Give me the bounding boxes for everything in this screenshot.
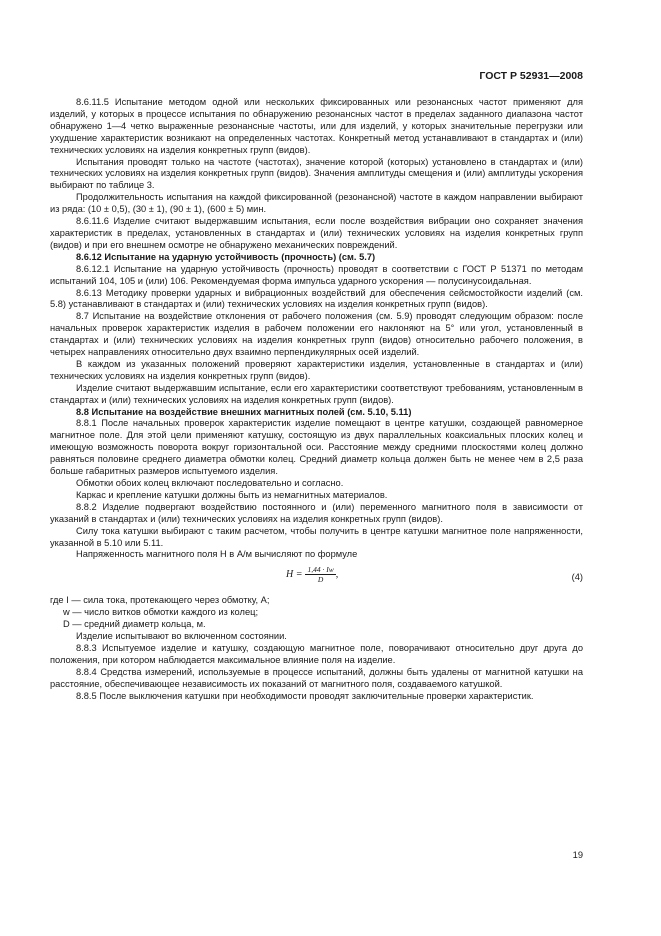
paragraph-8-6-11-5: 8.6.11.5 Испытание методом одной или нескольких фиксированных или резонансных частот применяют для изделий, у которых в процессе испытания по обнаружению резонансных частот в пределах заданного диапазона частот обнаружено 1—4 четко выраженные резонансные частоты, или для изделий, у которых значительные перегрузки или ухудшение характеристик возникают на определенных частотах. Конкретный метод устанавливают в стандартах и (или) технических условиях на изделия конкретных групп (видов). bbox=[50, 97, 583, 155]
formula-4 bbox=[50, 563, 583, 591]
document-header: ГОСТ Р 52931—2008 bbox=[479, 70, 583, 82]
definition-w: w — число витков обмотки каждого из колец; bbox=[63, 607, 259, 618]
page-body bbox=[50, 97, 583, 703]
paragraph-8-6-12-1: 8.6.12.1 Испытание на ударную устойчивость (прочность) проводят в соответствии с ГОСТ Р 51371 по методам испытаний 104, 105 и (или) 106. Рекомендуемая форма импульса ударного ускорения — полусинусоидальная. bbox=[50, 263, 583, 286]
paragraph-8-8-1: 8.8.1 После начальных проверок характеристик изделие помещают в центре катушки, создающей равномерное магнитное поле. Для этой цели применяют катушку, состоящую из двух параллельных коаксиальных плоских колец и имеющую возможность поворота вокруг горизонтальной оси. Расстояние между средними плоскостями колец должно равняться половине среднего диаметра обмотки колец. Средний диаметр кольца должен быть не менее чем в 2,5 раза больше габаритных размеров испытуемого изделия. bbox=[50, 418, 583, 477]
formula-numerator: 1,44 · Iw bbox=[307, 565, 334, 575]
formula-number: (4) bbox=[571, 572, 583, 583]
paragraph: Каркас и крепление катушки должны быть из немагнитных материалов. bbox=[76, 489, 388, 500]
formula-suffix: , bbox=[335, 568, 339, 580]
paragraph-8-8-2: 8.8.2 Изделие подвергают воздействию постоянного и (или) переменного магнитного поля в зависимости от указаний в стандартах и (или) технических условиях на изделия конкретных групп (видов). bbox=[50, 501, 583, 524]
section-heading-8-8: 8.8 Испытание на воздействие внешних магнитных полей (см. 5.10, 5.11) bbox=[76, 406, 412, 417]
paragraph: Силу тока катушки выбирают с таким расчетом, чтобы получить в центре катушки магнитное поле напряженности, указанной в 5.10 или 5.11. bbox=[50, 525, 583, 548]
paragraph: В каждом из указанных положений проверяют характеристики изделия, установленные в стандартах и (или) технических условиях на изделия конкретных групп (видов). bbox=[50, 358, 583, 381]
paragraph-8-8-5: 8.8.5 После выключения катушки при необходимости проводят заключительные проверки характеристик. bbox=[76, 690, 534, 701]
paragraph-8-8-3: 8.8.3 Испытуемое изделие и катушку, создающую магнитное поле, поворачивают относительно друг друга до положения, при котором наблюдается максимальное влияние поля на изделие. bbox=[50, 642, 583, 665]
paragraph: Изделие испытывают во включенном состоянии. bbox=[76, 631, 287, 642]
page-number: 19 bbox=[572, 850, 583, 860]
paragraph: Испытания проводят только на частоте (частотах), значение которой (которых) установлено в стандартах и (или) технических условиях на изделия конкретных групп (видов). Значения амплитуды смещения и (или) амплитуды ускорения выбирают по таблице 3. bbox=[50, 156, 583, 191]
paragraph-8-6-13: 8.6.13 Методику проверки ударных и вибрационных воздействий для обеспечения сейсмостойкости изделий (см. 5.8) устанавливают в стандартах и (или) технических условиях на изделия конкретных групп (видов). bbox=[50, 287, 583, 310]
formula-fraction bbox=[305, 565, 335, 584]
paragraph: Изделие считают выдержавшим испытание, если его характеристики соответствуют требованиям, установленным в стандартах и (или) технических условиях на изделия конкретных групп (видов). bbox=[50, 382, 583, 405]
formula-lhs: H = bbox=[286, 568, 303, 580]
definition-D: D — средний диаметр кольца, м. bbox=[63, 619, 206, 630]
paragraph: Продолжительность испытания на каждой фиксированной (резонансной) частоте в каждом направлении выбирают из ряда: (10 ± 0,5), (30 ± 1), (90 ± 1), (600 ± 5) мин. bbox=[50, 192, 583, 215]
section-heading-8-6-12: 8.6.12 Испытание на ударную устойчивость (прочность) (см. 5.7) bbox=[76, 251, 376, 262]
definition-I: где I — сила тока, протекающего через обмотку, А; bbox=[50, 595, 270, 606]
paragraph-8-7: 8.7 Испытание на воздействие отклонения от рабочего положения (см. 5.9) проводят следующим образом: после начальных проверок характеристик изделия в рабочем положении его наклоняют на 5° или угол, установленный в стандартах и (или) технических условиях на изделия конкретных групп (видов) относительно рабочего положения, в четырех направлениях относительно двух взаимно перпендикулярных осей изделий. bbox=[50, 311, 583, 358]
formula-denominator: D bbox=[317, 575, 324, 585]
paragraph: Обмотки обоих колец включают последовательно и согласно. bbox=[76, 478, 344, 488]
paragraph-8-6-11-6: 8.6.11.6 Изделие считают выдержавшим испытания, если после воздействия вибрации оно сохраняет значения характеристик в пределах, установленных в стандартах и (или) технических условиях на изделия конкретных групп (видов) и при его внешнем осмотре не обнаружено механических повреждений. bbox=[50, 216, 583, 250]
formula-expression bbox=[286, 565, 338, 584]
paragraph: Напряженность магнитного поля H в А/м вычисляют по формуле bbox=[76, 549, 358, 560]
paragraph-8-8-4: 8.8.4 Средства измерений, используемые в процессе испытаний, должны быть удалены от магнитной катушки на расстояние, обеспечивающее независимость их показаний от магнитного поля, создаваемого катушкой. bbox=[50, 666, 583, 689]
